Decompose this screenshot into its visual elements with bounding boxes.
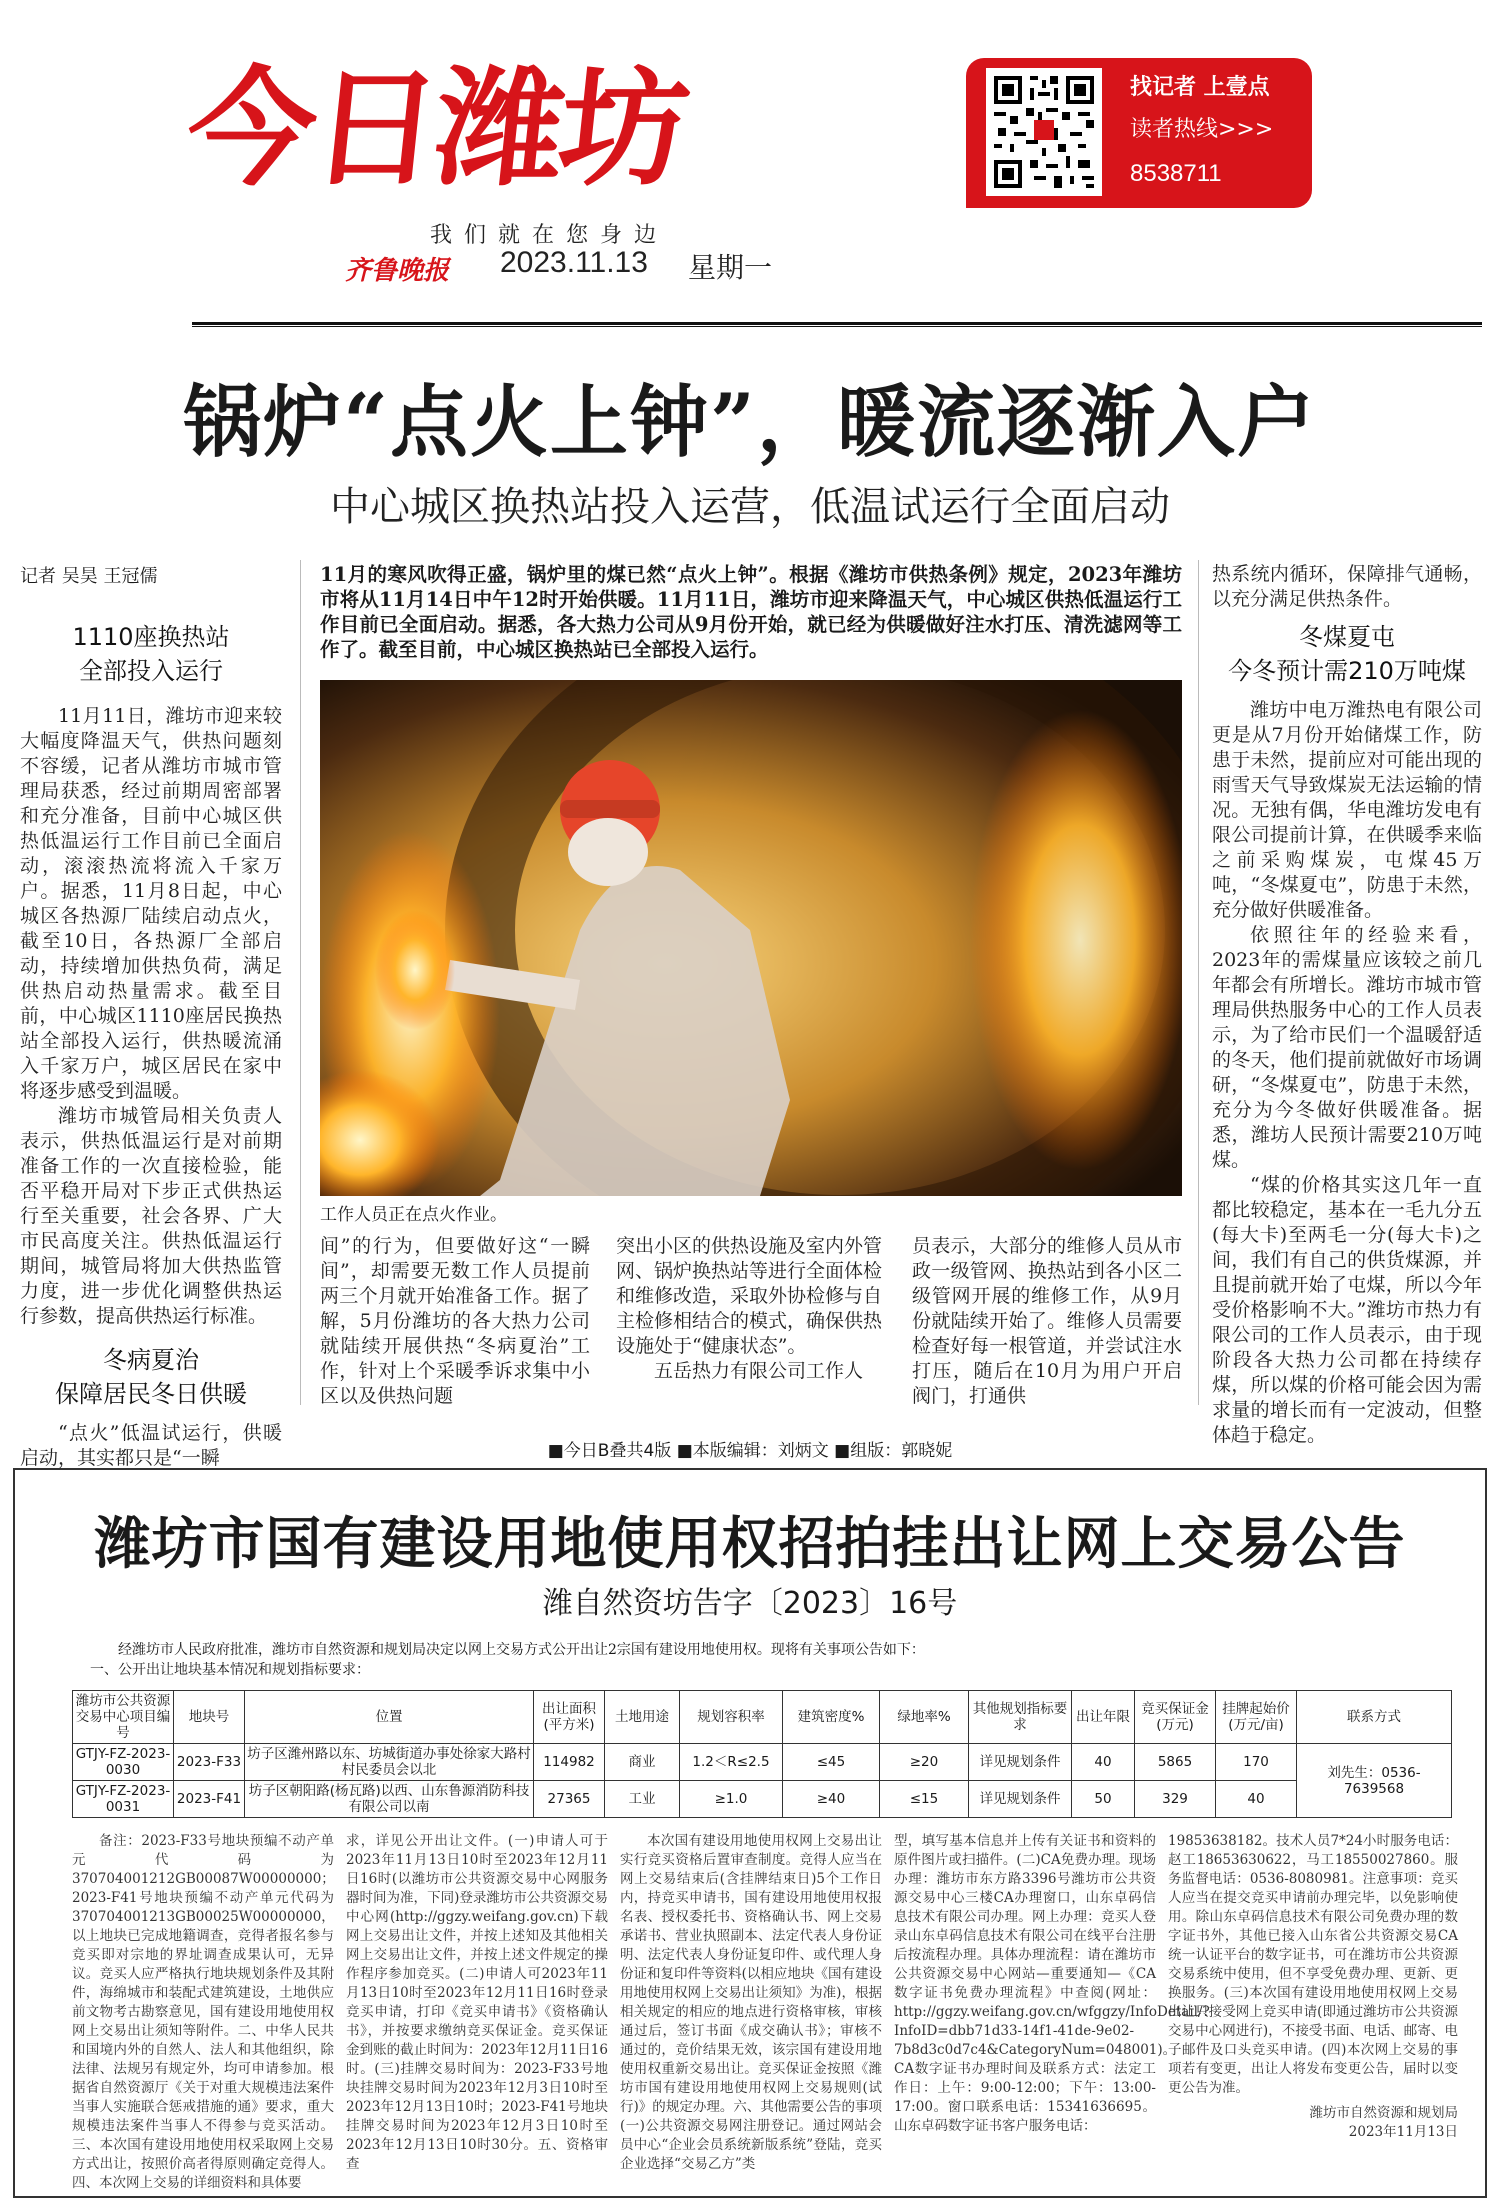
table-header: 土地用途 <box>605 1691 680 1744</box>
notice-intro-text: 经潍坊市人民政府批准，潍坊市自然资源和规划局决定以网上交易方式公开出让2宗国有建设用地使用权。现将有关事项公告如下： <box>118 1642 925 1658</box>
table-header: 竞买保证金(万元) <box>1135 1691 1216 1744</box>
section2-title-a: 冬病夏治 <box>103 1346 199 1374</box>
table-cell: 1.2＜R≤2.5 <box>680 1744 783 1781</box>
table-header: 出让年限 <box>1072 1691 1135 1744</box>
contact-cell: 刘先生：0536-7639568 <box>1297 1744 1452 1818</box>
column-3 <box>616 1234 882 1384</box>
right-column-paragraph-3: “煤的价格其实这几年一直都比较稳定，基本在一毛九分五(每大卡)至两毛一分(每大卡)之间，我们有自己的供货煤源，并且提前就开始了屯煤，所以今年受价格影响不大。”潍坊市热力有限公司的工作人员表示，由于现阶段各大热力公司都在持续存煤，所以煤的价格可能会因为需求量的增长而有一定波动，但整体趋于稳定。 <box>1212 1174 1482 1446</box>
boiler-fire-illustration <box>320 680 1182 1196</box>
table-header: 位置 <box>245 1691 534 1744</box>
byline: 记者 吴昊 王冠儒 <box>20 566 158 587</box>
headline: 锅炉“点火上钟”，暖流逐渐入户 <box>183 377 1317 468</box>
column-rule <box>300 560 301 1405</box>
column-3-paragraph-2: 五岳热力有限公司工作人 <box>654 1360 864 1382</box>
section2-paragraph-1: “点火”低温试运行，供暖启动，其实都只是“一瞬 <box>20 1422 282 1469</box>
table-cell: 坊子区朝阳路(杨瓦路)以西、山东鲁源消防科技有限公司以南 <box>245 1781 534 1818</box>
table-header: 规划容积率 <box>680 1691 783 1744</box>
table-cell: ≥40 <box>783 1781 880 1818</box>
masthead-title: 今日潍坊 <box>180 55 692 204</box>
right-column-paragraph-2: 依照往年的经验来看，2023年的需煤量应该较之前几年都会有所增长。潍坊市城市管理局供热服务中心的工作人员表示，为了给市民们一个温暖舒适的冬天，他们提前就做好市场调研，“冬煤夏屯”，防患于未然，充分为今冬做好供暖准备。据悉，潍坊人民预计需要210万吨煤。 <box>1212 924 1482 1171</box>
column-4: 员表示，大部分的维修人员从市政一级管网、换热站到各小区二级管网开展的维修工作，从9月份就陆续开始了。维修人员需要检查好每一根管道，并尝试注水打压，随后在10月为用户开启阀门，打通供 <box>912 1235 1182 1407</box>
notice-column-4: 型，填写基本信息并上传有关证书和资料的原件图片或扫描件。(二)CA免费办理。现场办理：潍坊市东方路3396号潍坊市公共资源交易中心三楼CA办理窗口，山东卓码信息技术有限公司办理。网上办理：竞买人登录山东卓码信息技术有限公司在线平台注册后按流程办理。具体办理流程：请在潍坊市公共资源交易中心网站—重要通知—《CA数字证书免费办理流程》中查阅(网址：http://ggzy.weifang.gov.cn/wfggzy/InfoDetail/?InfoID=dbb71d33-14f1-41de-9e02-7b8d3c0d7c4&CategoryNum=048001)。CA数字证书办理时间及联系方式：法定工作日：上午：9:00-12:00；下午：13:00-17:00。窗口联系电话：15341636695。山东卓码数字证书客户服务电话： <box>894 1833 1210 2134</box>
notice-column-1-text: 备注：2023-F33号地块预编不动产单元代码为370704001212GB00087W00000000；2023-F41号地块预编不动产单元代码为370704001213GB00025W00000000，以上地块已完成地籍调查，竞得者报名参与竞买即对宗地的界址调查成果认可，无异议。竞买人应严格执行地块规划条件及其附件，海绵城市和装配式建筑建设，土地供应前文物考古勘察意见，国有建设用地使用权网上交易出让须知等附件。二、中华人民共和国境内外的自然人、法人和其他组织，除法律、法规另有规定外，均可申请参加。根据省自然资源厅《关于对重大规模违法案件当事人实施联合惩戒措施的通》要求，重大规模违法案件当事人不得参与竞买活动。三、本次国有建设用地使用权采取网上交易方式出让，按照价高者得原则确定竞得人。四、本次网上交易的详细资料和具体要 <box>72 1833 335 2191</box>
table-cell: ≥1.0 <box>680 1781 783 1818</box>
table-cell: ≤45 <box>783 1744 880 1781</box>
notice-column-3-text: 本次国有建设用地使用权网上交易出让实行竞买资格后置审查制度。竞得人应当在网上交易结束后(含挂牌结束日)5个工作日内，持竞买申请书，国有建设用地使用权报名表、授权委托书、资格确认书、网上交易承诺书、营业执照副本、法定代表人身份证明、法定代表人身份证复印件、或代理人身份证和复印件等资料(以相应地块《国有建设用地使用权网上交易出让须知》为准)，根据相关规定的相应的地点进行资格审核，审核通过后，签订书面《成交确认书》；审核不通过的，竞价结果无效，该宗国有建设用地使用权重新交易出让。竞买保证金按照《潍坊市国有建设用地使用权网上交易规则(试行)》的规定办理。六、其他需要公告的事项(一)公共资源交易网注册登记。通过网站会员中心“企业会员系统新版系统”登陆，竞买企业选择“交易乙方”类 <box>620 1833 882 2172</box>
notice-signature: 潍坊市自然资源和规划局 <box>1309 2105 1458 2121</box>
notice-number: 潍自然资坊告字〔2023〕16号 <box>542 1586 958 1621</box>
masthead-divider-thin <box>192 326 1482 327</box>
table-cell: 详见规划条件 <box>969 1781 1072 1818</box>
column-2: 间”的行为，但要做好这“一瞬间”，却需要无数工作人员提前两三个月就开始准备工作。据了解，5月份潍坊的各大热力公司就陆续开展供热“冬病夏治”工作，针对上个采暖季诉求集中小区以及供热问题 <box>320 1235 590 1407</box>
table-row <box>73 1781 1452 1818</box>
section3-title-b: 今冬预计需210万吨煤 <box>1228 657 1466 685</box>
table-cell: 2023-F33 <box>174 1744 245 1781</box>
table-cell: ≥20 <box>880 1744 969 1781</box>
hotline-label: 读者热线>>> <box>1130 117 1274 142</box>
left-column <box>20 620 282 1471</box>
table-cell: 329 <box>1135 1781 1216 1818</box>
table-cell: 5865 <box>1135 1744 1216 1781</box>
table-cell: 工业 <box>605 1781 680 1818</box>
column-rule <box>1198 560 1199 1405</box>
right-column <box>1212 562 1482 1448</box>
land-parcel-table <box>72 1690 1452 1818</box>
table-cell: 27365 <box>534 1781 605 1818</box>
table-cell: 40 <box>1216 1781 1297 1818</box>
section2-title-b: 保障居民冬日供暖 <box>55 1380 247 1408</box>
subheadline: 中心城区换热站投入运营，低温试运行全面启动 <box>330 484 1170 530</box>
issue-date: 2023.11.13 <box>500 246 648 279</box>
table-cell: 坊子区潍州路以东、坊城街道办事处徐家大路村村民委员会以北 <box>245 1744 534 1781</box>
section1-title-b: 全部投入运行 <box>79 657 223 685</box>
notice-intro-section: 一、公开出让地块基本情况和规划指标要求： <box>90 1662 370 1678</box>
column-3-text: 突出小区的供热设施及室内外管网、锅炉换热站等进行全面体检和维修改造，采取外协检修与自主检修相结合的模式，确保供热设施处于“健康状态”。 <box>616 1235 883 1357</box>
section1-title-a: 1110座换热站 <box>72 623 230 651</box>
section1-paragraph-2: 潍坊市城管局相关负责人表示，供热低温运行是对前期准备工作的一次直接检验，能否平稳开局对下步正式供热运行至关重要，社会各界、广大市民高度关注。供热低温运行期间，城管局将加大供热监管力度，进一步优化调整供热运行参数，提高供热运行标准。 <box>20 1105 282 1327</box>
table-header: 建筑密度% <box>783 1691 880 1744</box>
table-header-row <box>73 1691 1452 1744</box>
table-cell: 详见规划条件 <box>969 1744 1072 1781</box>
notice-column-2: 求，详见公开出让文件。(一)申请人可于2023年11月13日10时至2023年12月11日16时(以潍坊市公共资源交易中心网服务器时间为准，下同)登录潍坊市公共资源交易中心网(http://ggzy.weifang.gov.cn)下载网上交易出让文件，并按上述知及其他相关网上交易出让文件，并按上述文件规定的操作程序参加竞买。(二)申请人可2023年11月13日10时至2023年12月11日16时登录竞买申请，打印《竞买申请书》《资格确认书》，并按要求缴纳竞买保证金。竞买保证金到账的截止时间为：2023年12月11日16时。(三)挂牌交易时间为：2023-F33号地块挂牌交易时间为2023年12月3日10时至2023年12月13日10时；2023-F41号地块挂牌交易时间为2023年12月3日10时至2023年12月13日10时30分。五、资格审查 <box>346 1833 608 2172</box>
qr-code-graphic <box>990 72 1098 192</box>
right-column-paragraph-1: 潍坊中电万潍热电有限公司更是从7月份开始储煤工作，防患于未然，提前应对可能出现的雨雪天气导致煤炭无法运输的情况。无独有偶，华电潍坊发电有限公司提前计算，在供暖季来临之前采购煤炭，屯煤45万吨，“冬煤夏屯”，防患于未然，充分做好供暖准备。 <box>1212 699 1482 921</box>
table-header: 挂牌起始价(万元/亩) <box>1216 1691 1297 1744</box>
right-column-paragraph-0: 热系统内循环，保障排气通畅，以充分满足供热条件。 <box>1212 563 1482 610</box>
section3-title-a: 冬煤夏屯 <box>1299 623 1395 651</box>
hotline-slogan: 找记者 上壹点 <box>1130 75 1270 100</box>
hotline-number[interactable]: 8538711 <box>1130 160 1222 187</box>
table-header: 其他规划指标要求 <box>969 1691 1072 1744</box>
notice-column-3 <box>620 1832 882 2174</box>
masthead-slogan: 我们就在您身边 <box>430 223 669 248</box>
table-header: 联系方式 <box>1297 1691 1452 1744</box>
photo-caption: 工作人员正在点火作业。 <box>320 1205 507 1225</box>
table-header: 地块号 <box>174 1691 245 1744</box>
table-cell: 商业 <box>605 1744 680 1781</box>
brand-logo-text: 齐鲁晚报 <box>345 256 450 286</box>
page-credits: ■今日B叠共4版 ■本版编辑：刘炳文 ■组版：郭晓妮 <box>547 1441 953 1461</box>
article-lead: 11月的寒风吹得正盛，锅炉里的煤已然“点火上钟”。根据《潍坊市供热条例》规定，2023年潍坊市将从11月14日中午12时开始供暖。11月11日，潍坊市迎来降温天气，中心城区供热低温运行工作目前已全面启动。据悉，各大热力公司从9月份开始，就已经为供暖做好注水打压、清洗滤网等工作了。截至目前，中心城区换热站已全部投入运行。 <box>320 563 1182 661</box>
notice-sign-date: 2023年11月13日 <box>1348 2124 1458 2140</box>
notice-intro <box>90 1640 1430 1680</box>
table-cell: GTJY-FZ-2023-0030 <box>73 1744 174 1781</box>
table-cell: 2023-F41 <box>174 1781 245 1818</box>
notice-column-1 <box>72 1832 334 2193</box>
news-photo <box>320 680 1182 1196</box>
table-cell: GTJY-FZ-2023-0031 <box>73 1781 174 1818</box>
table-cell: 40 <box>1072 1744 1135 1781</box>
section1-paragraph-1: 11月11日，潍坊市迎来较大幅度降温天气，供热问题刻不容缓，记者从潍坊市城市管理局获悉，经过前期周密部署和充分准备，目前中心城区供热低温运行工作目前已全面启动，滚滚热流将流入千家万户。据悉，11月8日起，中心城区各热源厂陆续启动点火，截至10日，各热源厂全部启动，持续增加供热负荷，满足供热启动热量需求。截至目前，中心城区1110座居民换热站全部投入运行，供热暖流涌入千家万户，城区居民在家中将逐步感受到温暖。 <box>20 705 282 1102</box>
table-header: 绿地率% <box>880 1691 969 1744</box>
table-row <box>73 1744 1452 1781</box>
table-cell: 170 <box>1216 1744 1297 1781</box>
issue-weekday: 星期一 <box>688 251 773 284</box>
qr-code-icon[interactable] <box>986 68 1102 196</box>
notice-column-5-text: 19853638182。技术人员7*24小时服务电话：赵工18653630622，马工18550027860。服务监督电话：0536-8080981。注意事项：竞买人应当在提交竞买申请前办理完毕，以免影响使用。除山东卓码信息技术有限公司免费办理的数字证书外，其他已接入山东省公共资源交易CA统一认证平台的数字证书，可在潍坊市公共资源交易系统中使用，但不享受免费办理、更新、更换服务。(三)本次国有建设用地使用权网上交易出让只接受网上竞买申请(即通过潍坊市公共资源交易中心网进行)，不接受书面、电话、邮寄、电子邮件及口头竞买申请。(四)本次网上交易的事项若有变更，出让人将发布变更公告，届时以变更公告为准。 <box>1168 1833 1458 2096</box>
notice-column-5 <box>1168 1832 1458 2142</box>
table-header: 出让面积(平方米) <box>534 1691 605 1744</box>
notice-title: 潍坊市国有建设用地使用权招拍挂出让网上交易公告 <box>94 1511 1406 1577</box>
masthead-divider <box>192 322 1482 325</box>
table-cell: ≤15 <box>880 1781 969 1818</box>
table-cell: 50 <box>1072 1781 1135 1818</box>
table-header: 潍坊市公共资源交易中心项目编号 <box>73 1691 174 1744</box>
table-cell: 114982 <box>534 1744 605 1781</box>
